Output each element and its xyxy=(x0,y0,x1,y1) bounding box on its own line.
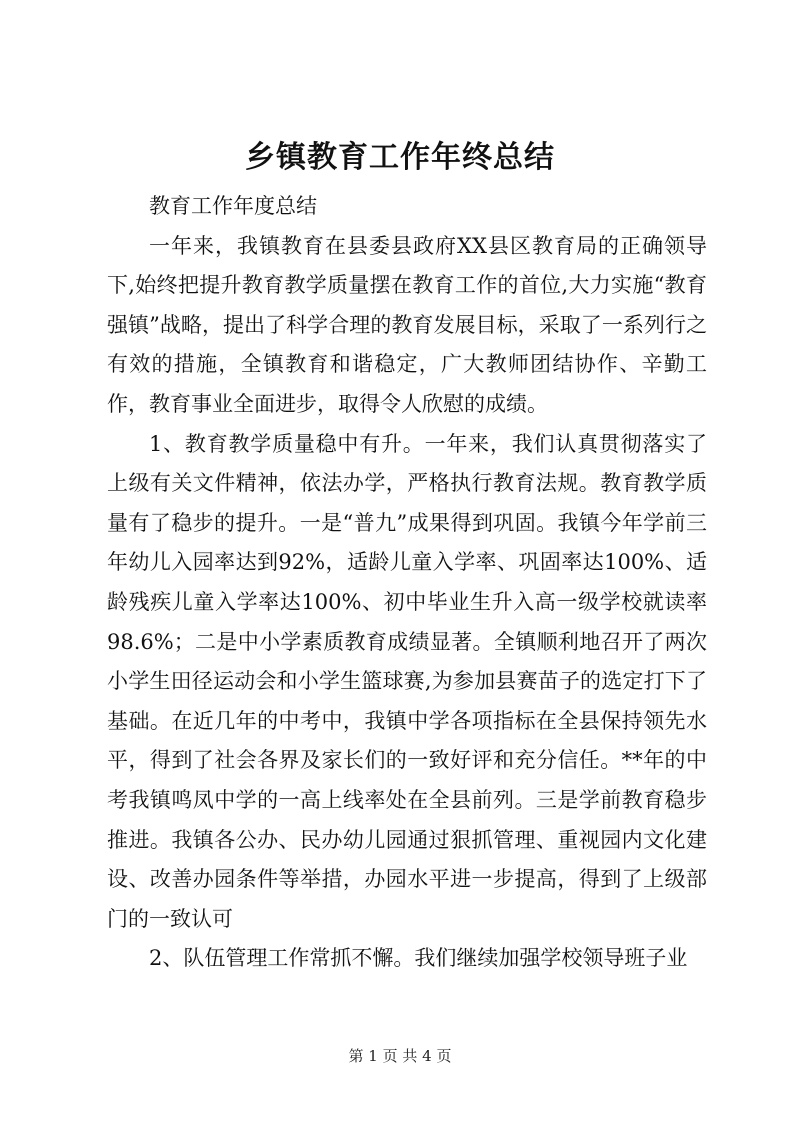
page-footer: 第 1 页 共 4 页 xyxy=(348,1047,452,1065)
document-title: 乡镇教育工作年终总结 xyxy=(245,140,555,175)
paragraph-intro: 一年来，我镇教育在县委县政府XX县区教育局的正确领导下,始终把提升教育教学质量摆在教育工作的首位,大力实施“教育强镇”战略，提出了科学合理的教育发展目标，采取了一系列行之有效的措施，全镇教育和谐稳定，广大教师团结协作、辛勤工作，教育事业全面进步，取得令人欣慰的成绩。 xyxy=(107,233,707,416)
paragraph-section-1: 1、教育教学质量稳中有升。一年来，我们认真贯彻落实了上级有关文件精神，依法办学，严格执行教育法规。教育教学质量有了稳步的提升。一是“普九”成果得到巩固。我镇今年学前三年幼儿入园率达到92%，适龄儿童入学率、巩固率达100%、适龄残疾儿童入学率达100%、初中毕业生升入高一级学校就读率98.6%；二是中小学素质教育成绩显著。全镇顺利地召开了两次小学生田径运动会和小学生篮球赛,为参加县赛苗子的选定打下了基础。在近几年的中考中，我镇中学各项指标在全县保持领先水平，得到了社会各界及家长们的一致好评和充分信任。**年的中考我镇鸣凤中学的一高上线率处在全县前列。三是学前教育稳步推进。我镇各公办、民办幼儿园通过狠抓管理、重视园内文化建设、改善办园条件等举措，办园水平进一步提高，得到了上级部门的一致认可 xyxy=(107,431,707,931)
document-body xyxy=(107,187,707,979)
paragraph-section-2: 2、队伍管理工作常抓不懈。我们继续加强学校领导班子业 xyxy=(149,946,688,971)
paragraph-subtitle: 教育工作年度总结 xyxy=(149,194,317,218)
